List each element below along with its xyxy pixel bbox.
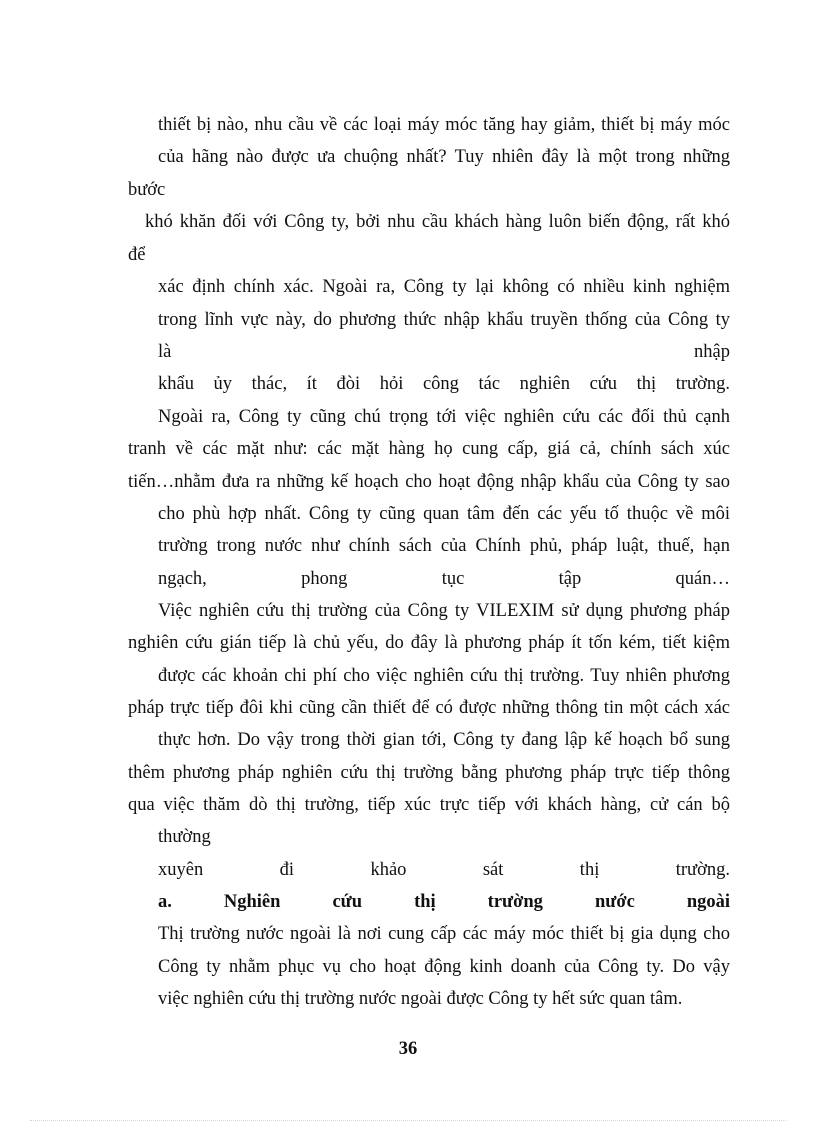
text-line: thêm phương pháp nghiên cứu thị trường bằng phương pháp trực tiếp thông: [128, 763, 730, 783]
text-line: ngạch, phong tục tập quán…: [158, 569, 730, 589]
text-line: bước: [128, 180, 166, 200]
text-line: tranh về các mặt như: các mặt hàng họ cung cấp, giá cả, chính sách xúc: [128, 439, 730, 459]
text-line: thực hơn. Do vậy trong thời gian tới, Công ty đang lập kế hoạch bổ sung: [158, 730, 730, 750]
text-line: Việc nghiên cứu thị trường của Công ty VILEXIM sử dụng phương pháp: [158, 601, 730, 621]
section-heading: a. Nghiên cứu thị trường nước ngoài: [158, 892, 730, 912]
text-line: trường trong nước như chính sách của Chính phủ, pháp luật, thuế, hạn: [158, 536, 730, 556]
text-line: tiến…nhằm đưa ra những kế hoạch cho hoạt động nhập khẩu của Công ty sao: [128, 472, 730, 492]
text-line: việc nghiên cứu thị trường nước ngoài được Công ty hết sức quan tâm.: [158, 989, 683, 1009]
text-line: xuyên đi khảo sát thị trường.: [158, 860, 730, 880]
text-line: xác định chính xác. Ngoài ra, Công ty lại không có nhiều kinh nghiệm: [158, 277, 730, 297]
text-line: nghiên cứu gián tiếp là chủ yếu, do đây là phương pháp ít tốn kém, tiết kiệm: [128, 633, 730, 653]
text-line: khó khăn đối với Công ty, bởi nhu cầu khách hàng luôn biến động, rất khó: [145, 212, 730, 232]
text-line: Công ty nhằm phục vụ cho hoạt động kinh doanh của Công ty. Do vậy: [158, 957, 730, 977]
text-line: thiết bị nào, nhu cầu về các loại máy móc tăng hay giảm, thiết bị máy móc: [158, 115, 730, 135]
text-line: trong lĩnh vực này, do phương thức nhập khẩu truyền thống của Công ty: [158, 310, 730, 330]
text-line: để: [128, 245, 146, 265]
text-line: là nhập: [158, 342, 730, 362]
text-line: Thị trường nước ngoài là nơi cung cấp các máy móc thiết bị gia dụng cho: [158, 924, 730, 944]
bottom-divider: [30, 1120, 786, 1121]
text-line: thường: [158, 827, 211, 847]
text-line: pháp trực tiếp đôi khi cũng cần thiết để có được những thông tin một cách xác: [128, 698, 730, 718]
text-line: của hãng nào được ưa chuộng nhất? Tuy nhiên đây là một trong những: [158, 147, 730, 167]
page-number: 36: [398, 1039, 418, 1059]
text-line: Ngoài ra, Công ty cũng chú trọng tới việc nghiên cứu các đối thủ cạnh: [158, 407, 730, 427]
text-line: qua việc thăm dò thị trường, tiếp xúc trực tiếp với khách hàng, cử cán bộ: [128, 795, 730, 815]
text-line: khẩu ủy thác, ít đòi hỏi công tác nghiên cứu thị trường.: [158, 374, 730, 394]
text-line: cho phù hợp nhất. Công ty cũng quan tâm đến các yếu tố thuộc về môi: [158, 504, 730, 524]
text-line: được các khoản chi phí cho việc nghiên cứu thị trường. Tuy nhiên phương: [158, 666, 730, 686]
